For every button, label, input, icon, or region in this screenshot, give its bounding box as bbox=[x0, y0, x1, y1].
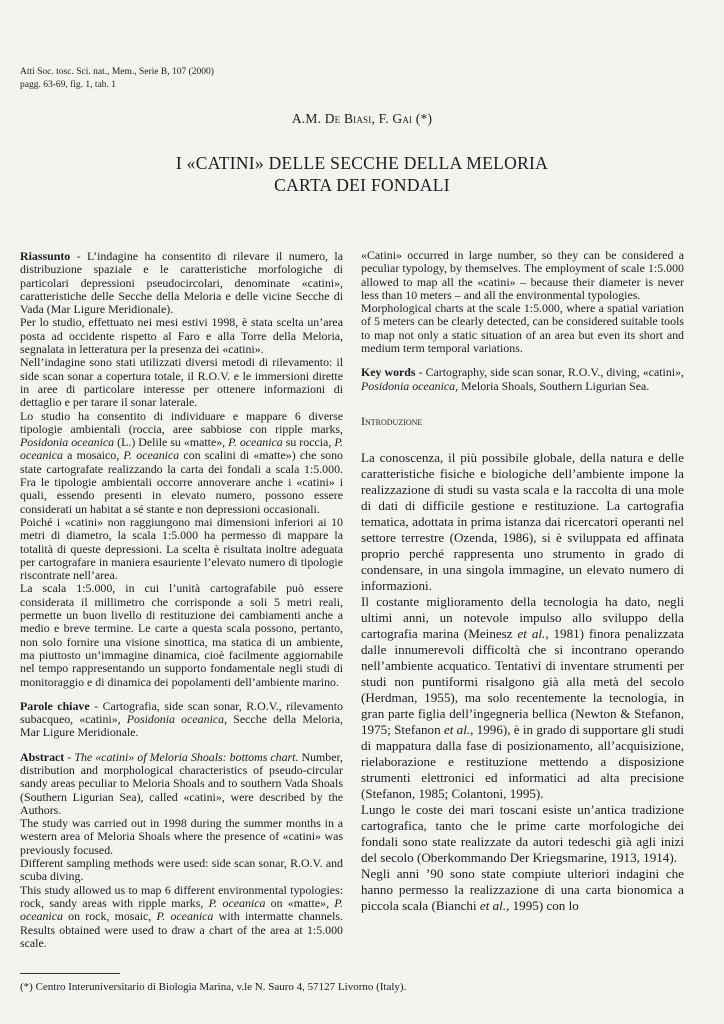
text-run: with intermatte channels. Results obtained were used to draw a chart of the area at 1:5.000 scale. bbox=[20, 909, 343, 950]
text-run: su roccia, bbox=[282, 435, 335, 450]
abstract-paragraph-4 bbox=[20, 884, 343, 950]
riassunto-text-1: - L’indagine ha consentito di rilevare il numero, la distribuzione spaziale e le caratteristiche morfologiche di particolari depressioni pseudocircolari, denominate «catini», caratteristiche delle Secche della Meloria e delle vicine Secche di Vada (Mar Ligure Meridionale). bbox=[20, 249, 343, 317]
key-words-label: Key words bbox=[361, 365, 416, 380]
text-run: , Secche della Meloria, Mar Ligure Meridionale. bbox=[20, 712, 343, 740]
text-run: , 1996), è in grado di supportare gli studi di mappatura dalla fase di posizionamento, all’acquisizione, rielaborazione e restituzione mettendo a disposizione strumenti elettronici ed informatici ad alta precisione (Stefanon, 1985; Colantoni, 1995). bbox=[361, 722, 684, 802]
abstract-paragraph-1 bbox=[20, 751, 343, 817]
abstract-paragraph-6: Morphological charts at the scale 1:5.000, where a spatial variation of 5 meters can be clearly detected, can be considered suitable tools to map not only a static situation of an area but even its short and medium term temporal variations. bbox=[361, 301, 684, 356]
intro-paragraph-4 bbox=[361, 866, 684, 914]
text-run: - Cartography, side scan sonar, R.O.V., diving, «catini», bbox=[415, 365, 685, 380]
parole-chiave-label: Parole chiave bbox=[20, 698, 90, 713]
italic-run: et al. bbox=[479, 898, 507, 914]
abstract-paragraph-5: «Catini» occurred in large number, so they can be considered a peculiar typology, by themselves. The employment of scale 1:5.000 allowed to map all the «catini» – because their diameter is never less than 10 meters – and all the environmental typologies. bbox=[361, 248, 684, 302]
key-words bbox=[361, 366, 684, 393]
intro-paragraph-1: La conoscenza, il più possibile globale, della natura e delle caratteristiche fisiche e biologiche dell’ambiente impone la realizzazione di studi su vasta scala e la raccolta di una mole di dati di difficile gestione e restituzione. La cartografia tematica, adottata in prima istanza dai ricercatori operanti nel settore terrestre (Ozenda, 1986), si è sviluppata ed affinata proprio perché rappresenta uno strumento in grado di condensare, in una singola immagine, un elevato numero di informazioni. bbox=[361, 450, 684, 594]
text-run: on rock, mosaic, bbox=[62, 909, 157, 924]
text-run: (L.) Delile su «matte», bbox=[114, 435, 229, 450]
riassunto-paragraph-5: Poiché i «catini» non raggiungono mai dimensioni inferiori ai 10 metri di diametro, la scala 1:5.000 ha permesso di mappare la totalità di queste depressioni. La scelta è risultata inoltre adeguata per cartografare in maniera esauriente l’elevato numero di tipologie riscontrate nell’area. bbox=[20, 514, 343, 583]
text-run: on «matte», bbox=[265, 895, 335, 910]
abstract-paragraph-2: The study was carried out in 1998 during the summer months in a western area of Meloria Shoals where the presence of «catini» was previously focused. bbox=[20, 816, 343, 857]
text-run: Il costante miglioramento della tecnologia ha dato, negli ultimi anni, un notevole impulso allo sviluppo della cartografia marina (Meinesz bbox=[361, 594, 684, 642]
section-heading-introduzione: Introduzione bbox=[361, 413, 423, 428]
text-run: - Cartografia, side scan sonar, R.O.V., rilevamento subacqueo, «catini», bbox=[20, 698, 344, 727]
species-name: P. oceanica bbox=[20, 435, 344, 463]
abstract-title: - The «catini» of Meloria Shoals: bottoms chart. bbox=[64, 749, 299, 764]
intro-paragraph-3: Lungo le coste dei mari toscani esiste un’antica tradizione cartografica, tanto che le prime carte morfologiche dei fondali sono state realizzate da autori tedeschi già agli inizi del secolo (Oberkommando Der Kriegsmarine, 1913, 1914). bbox=[361, 802, 684, 866]
introduzione-body bbox=[361, 450, 684, 914]
species-name: P. oceanica bbox=[228, 435, 283, 450]
title-line-2: CARTA DEI FONDALI bbox=[274, 175, 450, 195]
riassunto-paragraph-6: La scala 1:5.000, in cui l’unità cartografabile può essere considerata il millimetro che corrisponde a soli 5 metri reali, permette un buon livello di restituzione dei cambiamenti anche a medio e breve termine. Le carte a questa scala possono, pertanto, non solo fornire una visione sinottica, ma statica di un ambiente, ma piuttosto un’immagine dinamica, cioè facilmente aggiornabile nel tempo rappresentando un supporto fondamentale negli studi di monitoraggio e di dinamica dei popolamenti dell’ambiente marino. bbox=[20, 581, 343, 689]
footnote-rule bbox=[20, 973, 120, 974]
footnote: (*) Centro Interuniversitario di Biologia Marina, v.le N. Sauro 4, 57127 Livorno (Italy). bbox=[20, 981, 407, 993]
species-name: P. oceanica bbox=[156, 909, 214, 924]
citation-line-1: Atti Soc. tosc. Sci. nat., Mem., Serie B, 107 (2000) bbox=[20, 67, 214, 77]
italic-run: et al. bbox=[443, 722, 471, 738]
text-run: , Meloria Shoals, Southern Ligurian Sea. bbox=[455, 378, 650, 393]
italic-run: et al. bbox=[517, 626, 546, 642]
parole-chiave bbox=[20, 700, 343, 740]
text-run: a mosaico, bbox=[62, 448, 124, 463]
citation-line-2: pagg. 63-69, fig. 1, tab. 1 bbox=[20, 80, 117, 90]
species-name: Posidonia oceanica bbox=[361, 378, 456, 393]
species-name: P. oceanica bbox=[123, 448, 180, 463]
species-name: Posidonia oceanica bbox=[126, 712, 225, 727]
riassunto-label: Riassunto bbox=[20, 249, 71, 263]
abstract-label: Abstract bbox=[20, 749, 65, 764]
riassunto-paragraph-1 bbox=[20, 250, 343, 316]
abstract-text-1: Number, distribution and morphological characteristics of pseudo-circular sandy areas peculiar to Meloria Shoals and to southern Vada Shoals (Southern Ligurian Sea), called «catini», were described by the Authors. bbox=[20, 749, 343, 817]
left-column bbox=[20, 250, 343, 950]
species-name: P. oceanica bbox=[20, 895, 343, 924]
text-run: , 1995) con lo bbox=[506, 898, 579, 914]
species-name: P. oceanica bbox=[208, 895, 266, 910]
abstract-paragraph-3: Different sampling methods were used: side scan sonar, R.O.V. and scuba diving. bbox=[20, 856, 343, 884]
text-run: Lo studio ha consentito di individuare e mappare 6 diverse tipologie ambientali (roccia, aree sabbiose con ripple marks, bbox=[20, 408, 343, 436]
text-run: , 1981) finora penalizzata dalle innumerevoli difficoltà che si incontrano operando nell’ambiente acquatico. Tentativi di inventare strumenti per studi non puntiformi risalgono già alla metà del secolo (Herdman, 1955), ma solo recentemente la tecnologia, in gran parte figlia dell’ingegneria bellica (Newton & Stefanon, 1975; Stefanon bbox=[361, 626, 684, 738]
riassunto-paragraph-2: Per lo studio, effettuato nei mesi estivi 1998, è stata scelta un’area posta ad occidente rispetto al Faro e alla Torre della Meloria, segnalata in letteratura per la presenza dei «catini». bbox=[20, 315, 343, 357]
journal-citation bbox=[20, 66, 214, 92]
author-line bbox=[0, 111, 724, 127]
text-run: This study allowed us to map 6 different environmental typologies: rock, sandy areas with ripple marks, bbox=[20, 882, 343, 910]
paper-title bbox=[0, 152, 724, 196]
riassunto-paragraph-3: Nell’indagine sono stati utilizzati diversi metodi di rilevamento: il side scan sonar a copertura totale, il R.O.V. e le immersioni dirette in aree di particolare interesse per ottenere informazioni di dettaglio e per tarare il sonar laterale. bbox=[20, 355, 343, 410]
species-name: Posidonia oceanica bbox=[20, 435, 115, 450]
riassunto-paragraph-4 bbox=[20, 410, 343, 516]
right-column bbox=[361, 249, 684, 914]
authors: A.M. De Biasi, F. Gai (*) bbox=[291, 111, 433, 126]
text-run: con scalini di «matte») che sono state cartografate realizzando la carta dei fondali a scala 1:5.000. Fra le tipologie ambientali occorre annoverare anche i «catini» i quali, essendo presenti in elevato numero, possono essere considerati un habitat a sé stante e non depressioni occasionali. bbox=[20, 448, 343, 516]
text-run: Negli anni ’90 sono state compiute ulteriori indagini che hanno permesso la realizzazione di una carta bionomica a piccola scala (Bianchi bbox=[361, 866, 684, 914]
title-line-1: I «CATINI» DELLE SECCHE DELLA MELORIA bbox=[175, 153, 549, 173]
intro-paragraph-2 bbox=[361, 594, 684, 802]
